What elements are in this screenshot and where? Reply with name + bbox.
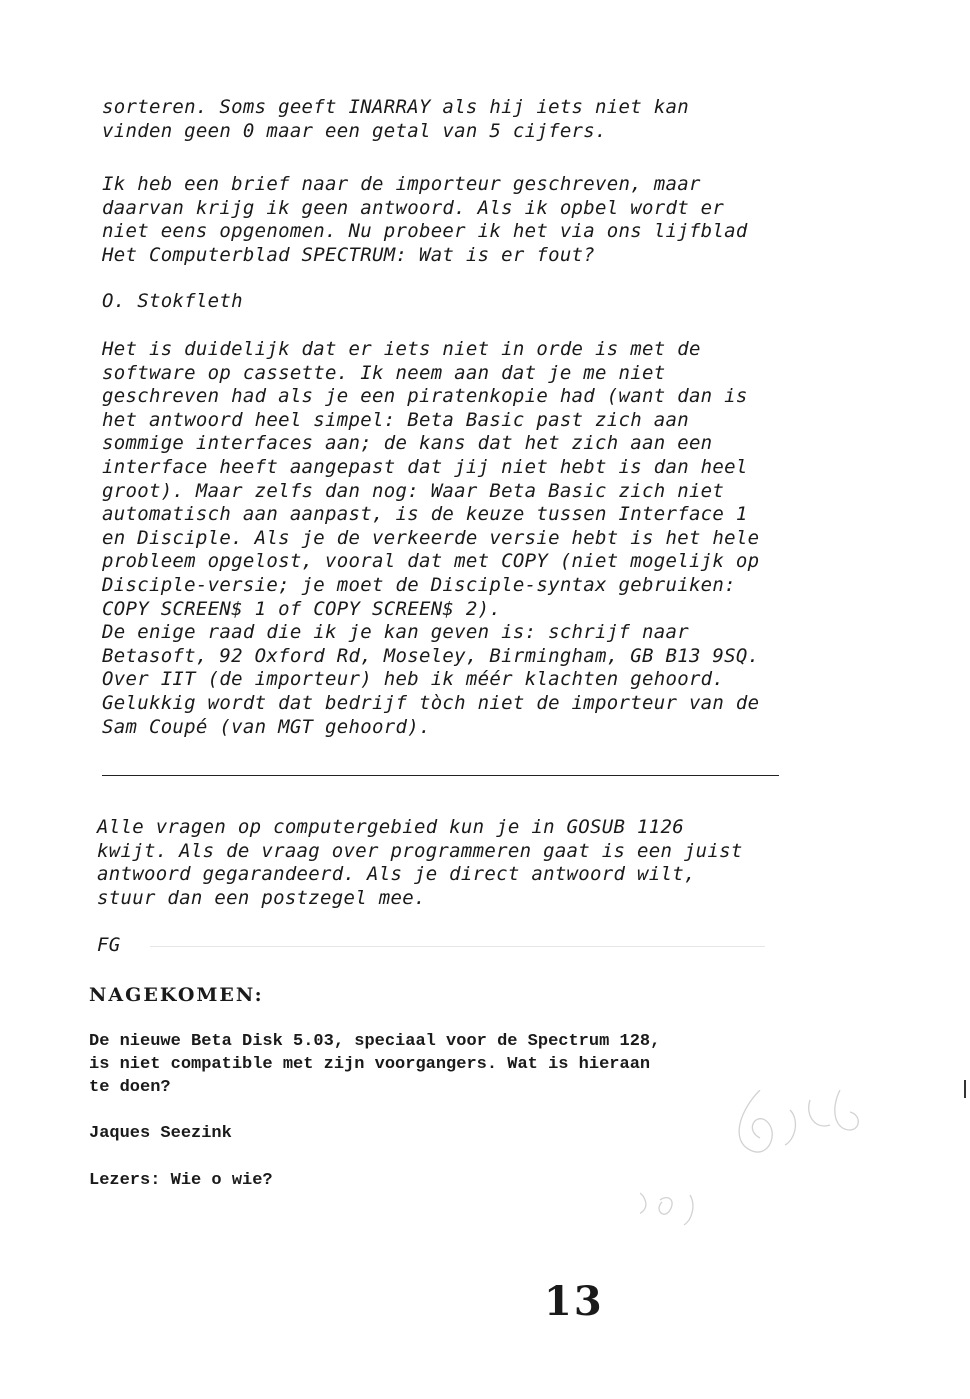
readers-prompt: Lezers: Wie o wie? xyxy=(89,1171,273,1190)
answer-text: Het is duidelijk dat er iets niet in orde is met de software op cassette. Ik neem aan dat je me niet geschreven had als je een piratenkopie had (want dan is het antwoord heel simpel: Beta Basic past zich aan sommige interfaces aan; de kans dat het zich aan een interface heeft aangepast dat jij niet hebt is dan heel groot). Maar zelfs dan nog: Waar Beta Basic zich niet automatisch aan aanpast, is de keuze tussen Interface 1 en Disciple. Als je de verkeerde versie hebt is het hele probleem opgelost, vooral dat met COPY (niet mogelijk op Disciple-versie; je moet de Disciple-syntax gebruiken: COPY SCREEN$ 1 of COPY SCREEN$ 2). De enige raad die ik je kan geven is: schrijf naar Betasoft, 92 Oxford Rd, Moseley, Birmingham, GB B13 9SQ. Over IIT (de importeur) heb ik méér klachten gehoord. Gelukkig wordt dat bedrijf tòch niet de importeur van de Sam Coupé (van MGT gehoord). xyxy=(102,338,760,738)
letter-body: Ik heb een brief naar de importeur geschreven, maar daarvan krijg ik geen antwoord. Als ik opbel wordt er niet eens opgenomen. Nu probeer ik het via ons lijfblad Het Computerblad SPECTRUM: Wat is er fout? xyxy=(102,173,748,266)
faint-divider xyxy=(150,946,765,947)
page-number: 13 xyxy=(544,1278,604,1325)
section-divider xyxy=(102,775,779,776)
edge-mark xyxy=(964,1080,966,1098)
letter-intro: sorteren. Soms geeft INARRAY als hij iets niet kan vinden geen 0 maar een getal van 5 cijfers. xyxy=(102,96,689,142)
letter-signature: O. Stokfleth xyxy=(102,290,243,312)
nagekomen-heading: NAGEKOMEN: xyxy=(89,984,264,1006)
faint-pencil-scribble xyxy=(640,1090,900,1230)
nagekomen-name: Jaques Seezink xyxy=(89,1124,232,1143)
nagekomen-question: De nieuwe Beta Disk 5.03, speciaal voor de Spectrum 128, is niet compatible met zijn voorgangers. Wat is hieraan te doen? xyxy=(89,1032,661,1097)
gosub-note: Alle vragen op computergebied kun je in GOSUB 1126 kwijt. Als de vraag over programmeren gaat is een juist antwoord gegarandeerd. Als je direct antwoord wilt, stuur dan een postzegel mee. xyxy=(97,816,743,909)
editor-initials: FG xyxy=(97,934,121,956)
